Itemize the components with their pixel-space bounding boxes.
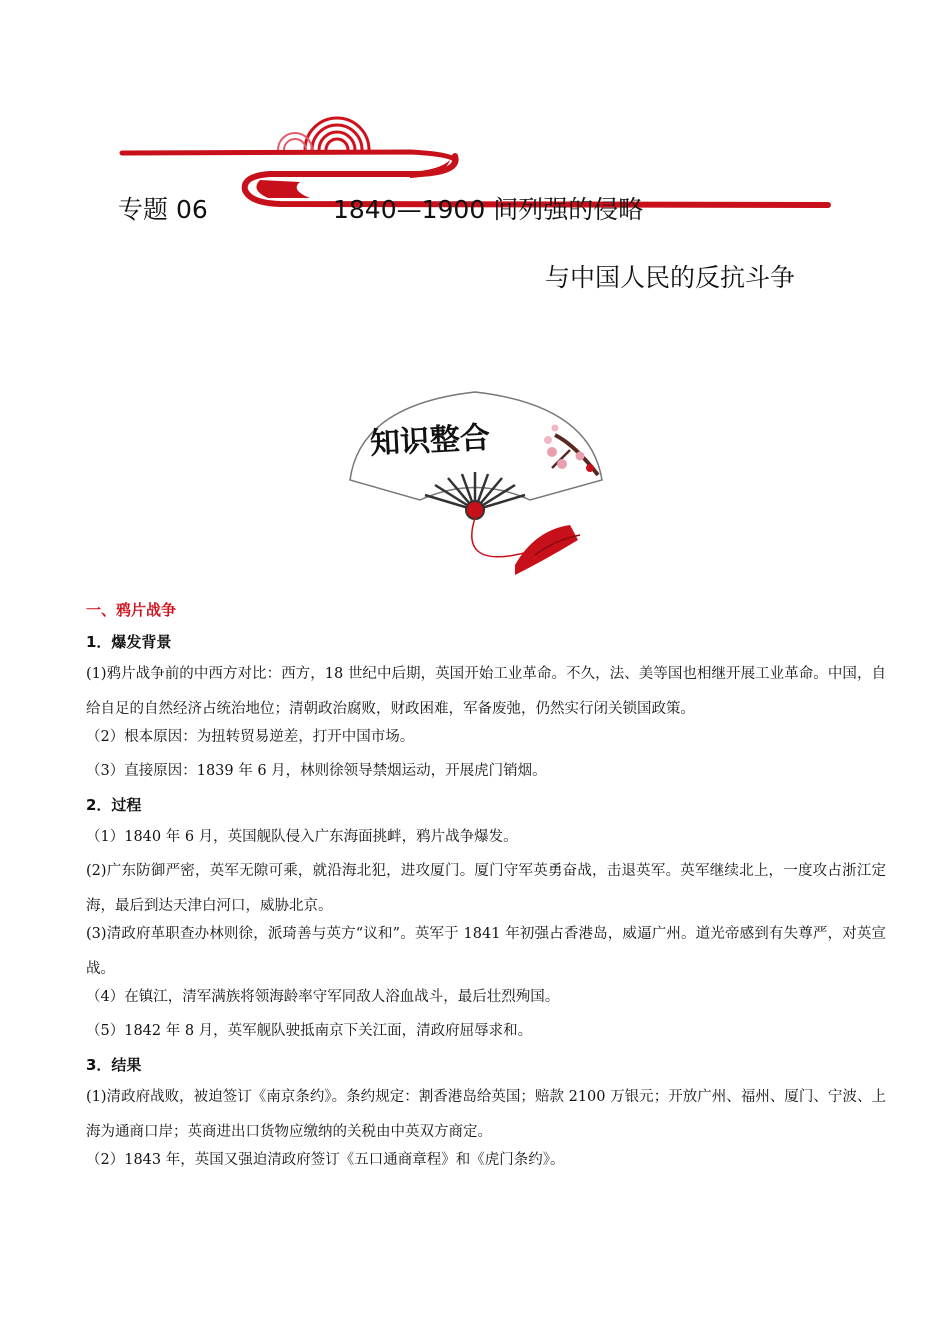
tassel-icon [515,525,578,575]
subsection-heading: 2．过程 [86,796,142,814]
page-title-line2: 与中国人民的反抗斗争 [545,263,796,292]
paragraph: （1）1840 年 6 月，英国舰队侵入广东海面挑衅，鸦片战争爆发。 [86,829,518,845]
ribbon-top-line [122,152,455,160]
paragraph: (3)清政府革职查办林则徐，派琦善与英方“议和”。英军于 1841 年初强占香港岛，威逼广州。道光帝感到有失尊严，对英宣战。 [86,926,886,977]
section-heading: 一、鸦片战争 [86,601,177,619]
sun-rays-icon [278,118,369,150]
topic-label: 专题 06 [118,195,208,224]
paragraph: （2）根本原因：为扭转贸易逆差，打开中国市场。 [86,729,415,745]
paragraph: （3）直接原因：1839 年 6 月，林则徐领导禁烟运动，开展虎门销烟。 [86,763,547,779]
paragraph: （4）在镇江，清军满族将领海龄率守军同敌人浴血战斗，最后壮烈殉国。 [86,989,560,1005]
subsection-heading: 3．结果 [86,1056,142,1074]
paragraph: (1)清政府战败，被迫签订《南京条约》。条约规定：割香港岛给英国；赔款 2100 万银元；开放广州、福州、厦门、宁波、上海为通商口岸；英商进出口货物应缴纳的关税由中英双方商定。 [86,1089,886,1140]
page-title-line1: 1840—1900 间列强的侵略 [333,195,644,224]
subsection-heading: 1．爆发背景 [86,633,172,651]
main-content [86,600,886,1184]
fan-badge-text: 知识整合 [369,420,491,462]
paragraph: （5）1842 年 8 月，英军舰队驶抵南京下关江面，清政府屈辱求和。 [86,1023,533,1039]
paragraph: (1)鸦片战争前的中西方对比：西方，18 世纪中后期，英国开始工业革命。不久，法、美等国也相继开展工业革命。中国，自给自足的自然经济占统治地位；清朝政治腐败，财政困难，军备废弛，仍然实行闭关锁国政策。 [86,666,886,717]
knowledge-fan-illustration [340,380,610,585]
paragraph: （2）1843 年，英国又强迫清政府签订《五口通商章程》和《虎门条约》。 [86,1152,565,1168]
paragraph: (2)广东防御严密，英军无隙可乘，就沿海北犯，进攻厦门。厦门守军英勇奋战，击退英军。英军继续北上，一度攻占浙江定海，最后到达天津白河口，威胁北京。 [86,863,886,914]
